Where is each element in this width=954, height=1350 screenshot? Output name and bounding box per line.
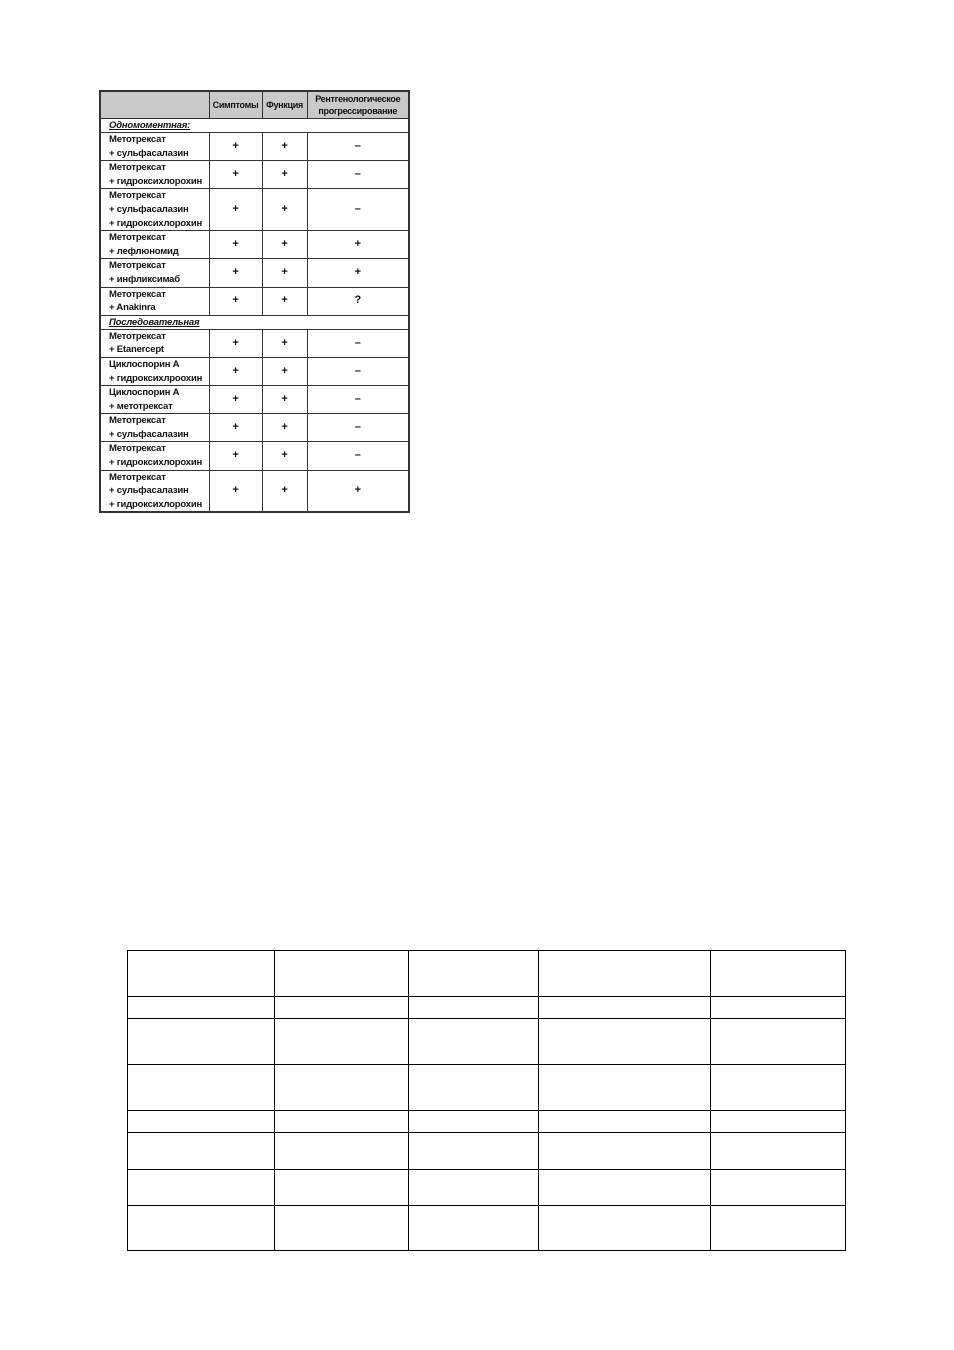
- function-mark: +: [262, 442, 307, 470]
- section-title: Последовательная: [100, 315, 409, 329]
- table-body: [100, 119, 409, 513]
- drug-line: + метотрексат: [109, 400, 173, 412]
- header-xray-line1: Рентгенологическое: [315, 94, 401, 104]
- xray-progression-mark: –: [307, 442, 409, 470]
- xray-progression-mark: –: [307, 189, 409, 231]
- drug-line: Метотрексат: [109, 260, 166, 272]
- drug-line: Метотрексат: [109, 190, 166, 202]
- grid-cell: [128, 1065, 275, 1111]
- header-xray-progression: [307, 91, 409, 119]
- empty-grid-body: [128, 951, 846, 1251]
- grid-cell: [409, 1019, 539, 1065]
- table-row: [100, 386, 409, 414]
- drug-line: Метотрексат: [109, 471, 166, 483]
- function-mark: +: [262, 161, 307, 189]
- drug-line: Циклоспорин А: [109, 387, 180, 399]
- empty-grid-table: [127, 950, 846, 1251]
- drug-line: Метотрексат: [109, 415, 166, 427]
- grid-cell: [409, 1170, 539, 1206]
- drug-line: + сульфасалазин: [109, 485, 189, 497]
- grid-row: [128, 1019, 846, 1065]
- grid-cell: [711, 1111, 846, 1133]
- grid-row: [128, 997, 846, 1019]
- drug-line: Метотрексат: [109, 162, 166, 174]
- grid-cell: [409, 1206, 539, 1251]
- grid-cell: [711, 1065, 846, 1111]
- symptoms-mark: +: [209, 470, 262, 512]
- grid-cell: [128, 1206, 275, 1251]
- symptoms-mark: +: [209, 442, 262, 470]
- grid-cell: [409, 997, 539, 1019]
- combination-therapy-table: [99, 90, 410, 513]
- function-mark: +: [262, 386, 307, 414]
- grid-cell: [711, 997, 846, 1019]
- table-row: [100, 414, 409, 442]
- drug-line: + Anakinra: [109, 302, 156, 314]
- grid-cell: [711, 1170, 846, 1206]
- grid-cell: [409, 1065, 539, 1111]
- drug-combination-cell: [100, 189, 209, 231]
- drug-line: + гидроксихлорохин: [109, 175, 203, 187]
- table-header: [100, 91, 409, 119]
- drug-line: + сульфасалазин: [109, 203, 189, 215]
- table-row: [100, 287, 409, 315]
- grid-cell: [539, 951, 711, 997]
- symptoms-mark: +: [209, 287, 262, 315]
- grid-row: [128, 1111, 846, 1133]
- grid-cell: [275, 1206, 409, 1251]
- table-row: [100, 259, 409, 287]
- xray-progression-mark: –: [307, 133, 409, 161]
- drug-combination-cell: [100, 357, 209, 385]
- grid-cell: [128, 1111, 275, 1133]
- xray-progression-mark: ?: [307, 287, 409, 315]
- drug-combination-cell: [100, 386, 209, 414]
- drug-combination-cell: [100, 259, 209, 287]
- grid-cell: [128, 1019, 275, 1065]
- drug-line: Метотрексат: [109, 288, 166, 300]
- table-row: [100, 161, 409, 189]
- grid-cell: [409, 951, 539, 997]
- grid-cell: [275, 1170, 409, 1206]
- drug-combination-cell: [100, 329, 209, 357]
- grid-cell: [128, 997, 275, 1019]
- drug-line: + Etanercept: [109, 344, 164, 356]
- symptoms-mark: +: [209, 189, 262, 231]
- header-xray-line2: прогрессирование: [318, 106, 398, 116]
- function-mark: +: [262, 189, 307, 231]
- drug-combination-cell: [100, 287, 209, 315]
- symptoms-mark: +: [209, 259, 262, 287]
- grid-row: [128, 1065, 846, 1111]
- drug-line: Циклоспорин А: [109, 358, 180, 370]
- drug-combination-cell: [100, 414, 209, 442]
- grid-cell: [275, 997, 409, 1019]
- drug-combination-cell: [100, 470, 209, 512]
- symptoms-mark: +: [209, 329, 262, 357]
- function-mark: +: [262, 231, 307, 259]
- drug-line: Метотрексат: [109, 443, 166, 455]
- xray-progression-mark: +: [307, 259, 409, 287]
- drug-line: + лефлюномид: [109, 245, 179, 257]
- table-row: [100, 329, 409, 357]
- drug-line: Метотрексат: [109, 330, 166, 342]
- drug-line: Метотрексат: [109, 134, 166, 145]
- drug-line: + гидроксихлорохин: [109, 217, 203, 229]
- xray-progression-mark: –: [307, 161, 409, 189]
- table-row: [100, 357, 409, 385]
- xray-progression-mark: –: [307, 386, 409, 414]
- table-row: [100, 231, 409, 259]
- symptoms-mark: +: [209, 414, 262, 442]
- grid-cell: [539, 1206, 711, 1251]
- drug-combination-cell: [100, 442, 209, 470]
- function-mark: +: [262, 414, 307, 442]
- drug-line: + сульфасалазин: [109, 428, 189, 440]
- grid-cell: [539, 1133, 711, 1170]
- drug-line: + гидроксихлроохин: [109, 372, 203, 384]
- drug-combination-cell: [100, 133, 209, 161]
- grid-row: [128, 1206, 846, 1251]
- grid-cell: [128, 1170, 275, 1206]
- grid-cell: [409, 1133, 539, 1170]
- header-empty-cell: [100, 91, 209, 119]
- grid-cell: [539, 997, 711, 1019]
- symptoms-mark: +: [209, 161, 262, 189]
- grid-cell: [275, 1111, 409, 1133]
- symptoms-mark: +: [209, 357, 262, 385]
- xray-progression-mark: –: [307, 357, 409, 385]
- xray-progression-mark: –: [307, 329, 409, 357]
- drug-line: Метотрексат: [109, 232, 166, 244]
- table-row: [100, 189, 409, 231]
- drug-line: + гидроксихлорохин: [109, 498, 203, 510]
- grid-cell: [711, 1019, 846, 1065]
- grid-cell: [539, 1111, 711, 1133]
- grid-cell: [128, 951, 275, 997]
- section-row: [100, 119, 409, 133]
- grid-cell: [539, 1019, 711, 1065]
- grid-cell: [275, 951, 409, 997]
- xray-progression-mark: +: [307, 231, 409, 259]
- function-mark: +: [262, 470, 307, 512]
- symptoms-mark: +: [209, 386, 262, 414]
- grid-cell: [275, 1065, 409, 1111]
- function-mark: +: [262, 357, 307, 385]
- table-row: [100, 470, 409, 512]
- symptoms-mark: +: [209, 133, 262, 161]
- section-row: [100, 315, 409, 329]
- function-mark: +: [262, 259, 307, 287]
- function-mark: +: [262, 133, 307, 161]
- section-title: Одномоментная:: [100, 119, 409, 133]
- symptoms-mark: +: [209, 231, 262, 259]
- xray-progression-mark: –: [307, 414, 409, 442]
- grid-row: [128, 1170, 846, 1206]
- function-mark: +: [262, 329, 307, 357]
- drug-combination-cell: [100, 231, 209, 259]
- grid-cell: [711, 1206, 846, 1251]
- header-function: Функция: [262, 91, 307, 119]
- header-symptoms: Симптомы: [209, 91, 262, 119]
- grid-cell: [128, 1133, 275, 1170]
- table-row: [100, 442, 409, 470]
- grid-row: [128, 951, 846, 997]
- grid-cell: [711, 951, 846, 997]
- grid-cell: [409, 1111, 539, 1133]
- xray-progression-mark: +: [307, 470, 409, 512]
- grid-cell: [275, 1019, 409, 1065]
- grid-row: [128, 1133, 846, 1170]
- grid-cell: [539, 1170, 711, 1206]
- function-mark: +: [262, 287, 307, 315]
- drug-line: + сульфасалазин: [109, 147, 189, 159]
- drug-line: + инфликсимаб: [109, 273, 180, 285]
- grid-cell: [539, 1065, 711, 1111]
- grid-cell: [711, 1133, 846, 1170]
- table-row: [100, 133, 409, 161]
- drug-combination-cell: [100, 161, 209, 189]
- grid-cell: [275, 1133, 409, 1170]
- drug-line: + гидроксихлорохин: [109, 457, 203, 469]
